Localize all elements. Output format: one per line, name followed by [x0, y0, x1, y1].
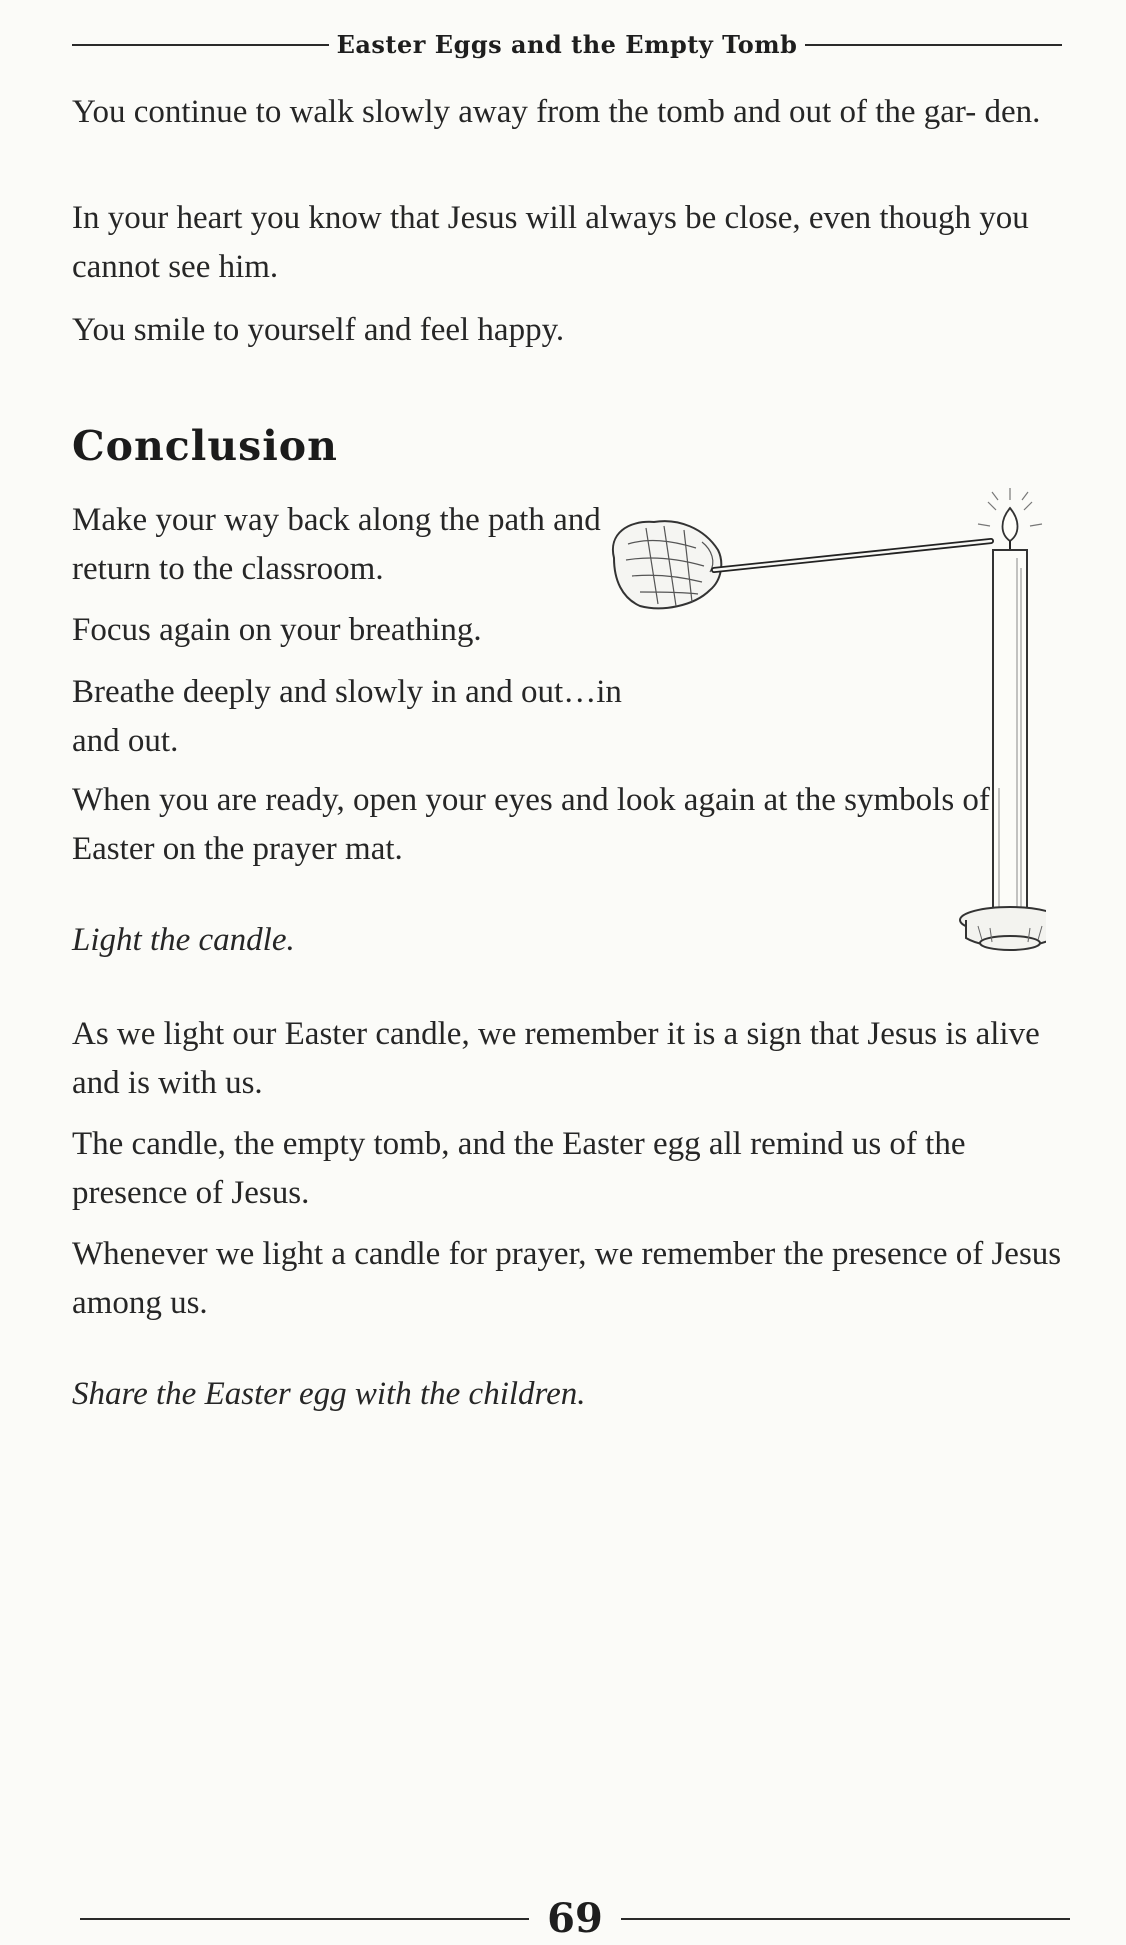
conclusion-paragraph-2: Focus again on your breathing.: [72, 612, 482, 648]
conclusion-paragraph-3: Breathe deeply and slowly in and out…in and out.: [72, 674, 622, 759]
page-number: 69: [547, 1895, 603, 1942]
instruction-share-egg: Share the Easter egg with the children.: [72, 1376, 586, 1412]
conclusion-paragraph-6: The candle, the empty tomb, and the Easter egg all remind us of the presence of Jesus.: [72, 1126, 966, 1211]
conclusion-heading: Conclusion: [72, 422, 338, 470]
footer-rule-left: [80, 1918, 529, 1920]
header-rule-left: [72, 44, 329, 46]
intro-paragraph-2: In your heart you know that Jesus will always be close, even though you cannot see him.: [72, 200, 1029, 285]
hand-lighting-candle-icon: [606, 488, 1046, 963]
intro-paragraph-1: You continue to walk slowly away from the tomb and out of the gar- den.: [72, 94, 1041, 130]
running-header: [72, 30, 1062, 59]
intro-paragraph-3: You smile to yourself and feel happy.: [72, 312, 565, 348]
instruction-light-candle: Light the candle.: [72, 922, 295, 958]
conclusion-paragraph-4: When you are ready, open your eyes and look again at the symbols of Easter on the prayer mat.: [72, 782, 990, 867]
conclusion-paragraph-5: As we light our Easter candle, we remember it is a sign that Jesus is alive and is with us.: [72, 1016, 1040, 1101]
conclusion-paragraph-7: Whenever we light a candle for prayer, we remember the presence of Jesus among us.: [72, 1236, 1062, 1321]
conclusion-paragraph-1: Make your way back along the path and return to the classroom.: [72, 502, 601, 587]
page-footer: [80, 1895, 1070, 1942]
running-header-title: Easter Eggs and the Empty Tomb: [336, 30, 798, 59]
footer-rule-right: [621, 1918, 1070, 1920]
header-rule-right: [805, 44, 1062, 46]
